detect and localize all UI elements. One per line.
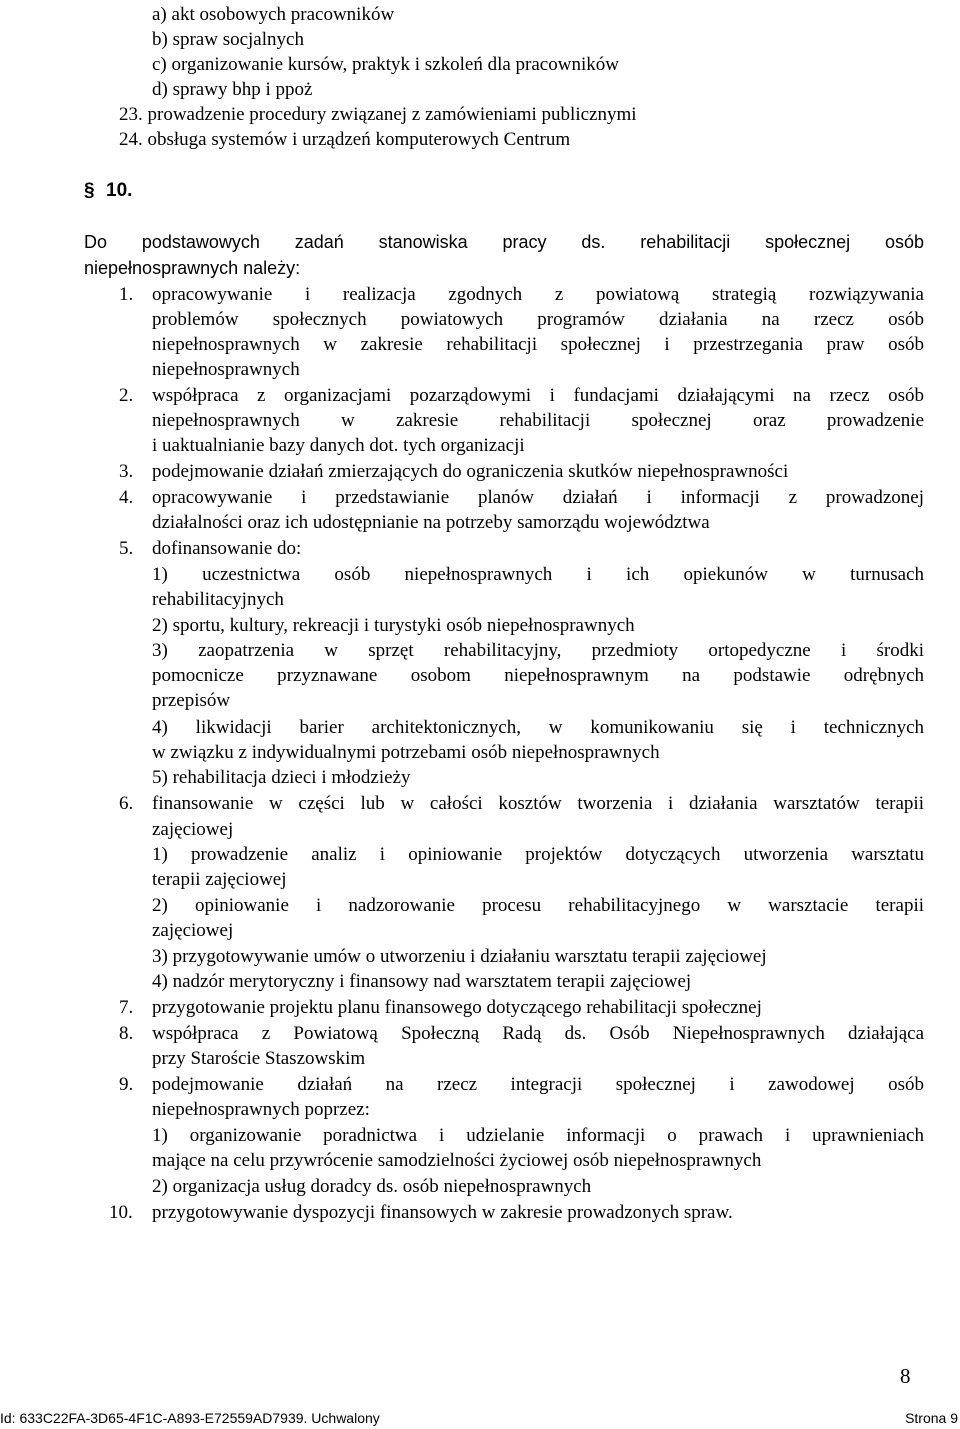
list-item: b) spraw socjalnych bbox=[152, 29, 304, 50]
item-number: 2. bbox=[119, 385, 134, 406]
list-item: przygotowywanie dyspozycji finansowych w zakresie prowadzonych spraw. bbox=[152, 1202, 733, 1223]
document-id-footer: Id: 633C22FA-3D65-4F1C-A893-E72559AD7939. Uchwalony bbox=[0, 1410, 380, 1426]
sub-item: 3) zaopatrzenia w sprzęt rehabilitacyjny, przedmioty ortopedyczne i środki bbox=[152, 640, 924, 661]
sub-item: 2) sportu, kultury, rekreacji i turystyki osób niepełnosprawnych bbox=[152, 615, 635, 636]
item-number: 6. bbox=[119, 793, 134, 814]
sub-item: 1) prowadzenie analiz i opiniowanie projektów dotyczących utworzenia warsztatu bbox=[152, 844, 924, 865]
section-intro: Do podstawowych zadań stanowiska pracy ds. rehabilitacji społecznej osób bbox=[84, 232, 924, 252]
list-item: podejmowanie działań zmierzających do ograniczenia skutków niepełnosprawności bbox=[152, 461, 789, 482]
list-item: c) organizowanie kursów, praktyk i szkoleń dla pracowników bbox=[152, 54, 619, 75]
list-item: dofinansowanie do: bbox=[152, 538, 302, 559]
list-item: niepełnosprawnych w zakresie rehabilitacji społecznej i przestrzegania praw osób bbox=[152, 334, 924, 355]
sub-item: 1) organizowanie poradnictwa i udzielanie informacji o prawach i uprawnieniach bbox=[152, 1125, 924, 1146]
section-symbol: § bbox=[84, 180, 95, 201]
section-number: 10. bbox=[106, 180, 133, 201]
item-number: 9. bbox=[119, 1074, 134, 1095]
list-item: finansowanie w części lub w całości kosztów tworzenia i działania warsztatów terapii bbox=[152, 793, 924, 814]
list-item: współpraca z organizacjami pozarządowymi i fundacjami działającymi na rzecz osób bbox=[152, 385, 924, 406]
item-number: 4. bbox=[119, 487, 134, 508]
list-item: 24. obsługa systemów i urządzeń komputerowych Centrum bbox=[119, 129, 571, 150]
sub-item: rehabilitacyjnych bbox=[152, 589, 284, 610]
sub-item: 1) uczestnictwa osób niepełnosprawnych i ich opiekunów w turnusach bbox=[152, 564, 924, 585]
list-item: niepełnosprawnych w zakresie rehabilitacji społecznej oraz prowadzenie bbox=[152, 410, 924, 431]
sub-item: 2) opiniowanie i nadzorowanie procesu rehabilitacyjnego w warsztacie terapii bbox=[152, 895, 924, 916]
sub-item: zajęciowej bbox=[152, 920, 234, 941]
sub-item: terapii zajęciowej bbox=[152, 869, 287, 890]
item-number: 7. bbox=[119, 997, 134, 1018]
item-number: 8. bbox=[119, 1023, 134, 1044]
sub-item: 3) przygotowywanie umów o utworzeniu i działaniu warsztatu terapii zajęciowej bbox=[152, 946, 767, 967]
sub-item: 4) nadzór merytoryczny i finansowy nad warsztatem terapii zajęciowej bbox=[152, 971, 692, 992]
item-number: 5. bbox=[119, 538, 134, 559]
list-item: opracowywanie i realizacja zgodnych z powiatową strategią rozwiązywania bbox=[152, 284, 924, 305]
page-number: 8 bbox=[900, 1364, 911, 1388]
sub-item: mające na celu przywrócenie samodzielności życiowej osób niepełnosprawnych bbox=[152, 1150, 762, 1171]
sub-item: 2) organizacja usług doradcy ds. osób niepełnosprawnych bbox=[152, 1176, 592, 1197]
item-number: 3. bbox=[119, 461, 134, 482]
list-item: i uaktualnianie bazy danych dot. tych organizacji bbox=[152, 435, 525, 456]
list-item: niepełnosprawnych bbox=[152, 359, 300, 380]
sub-item: pomocnicze przyznawane osobom niepełnosprawnym na podstawie odrębnych bbox=[152, 665, 924, 686]
list-item: działalności oraz ich udostępnianie na potrzeby samorządu województwa bbox=[152, 512, 710, 533]
list-item: podejmowanie działań na rzecz integracji społecznej i zawodowej osób bbox=[152, 1074, 924, 1095]
page-counter-footer: Strona 9 bbox=[905, 1410, 958, 1426]
list-item: a) akt osobowych pracowników bbox=[152, 4, 395, 25]
sub-item: 4) likwidacji barier architektonicznych, w komunikowaniu się i technicznych bbox=[152, 717, 924, 738]
list-item: zajęciowej bbox=[152, 819, 234, 840]
list-item: problemów społecznych powiatowych programów działania na rzecz osób bbox=[152, 309, 924, 330]
sub-item: w związku z indywidualnymi potrzebami osób niepełnosprawnych bbox=[152, 742, 660, 763]
item-number: 10. bbox=[109, 1202, 133, 1223]
sub-item: przepisów bbox=[152, 690, 231, 711]
list-item: opracowywanie i przedstawianie planów działań i informacji z prowadzonej bbox=[152, 487, 924, 508]
list-item: niepełnosprawnych poprzez: bbox=[152, 1099, 370, 1120]
list-item: 23. prowadzenie procedury związanej z zamówieniami publicznymi bbox=[119, 104, 637, 125]
list-item: przy Staroście Staszowskim bbox=[152, 1048, 366, 1069]
sub-item: 5) rehabilitacja dzieci i młodzieży bbox=[152, 767, 411, 788]
item-number: 1. bbox=[119, 284, 134, 305]
list-item: d) sprawy bhp i ppoż bbox=[152, 79, 313, 100]
list-item: przygotowanie projektu planu finansowego dotyczącego rehabilitacji społecznej bbox=[152, 997, 762, 1018]
list-item: współpraca z Powiatową Społeczną Radą ds. Osób Niepełnosprawnych działająca bbox=[152, 1023, 924, 1044]
section-intro-cont: niepełnosprawnych należy: bbox=[84, 258, 301, 278]
